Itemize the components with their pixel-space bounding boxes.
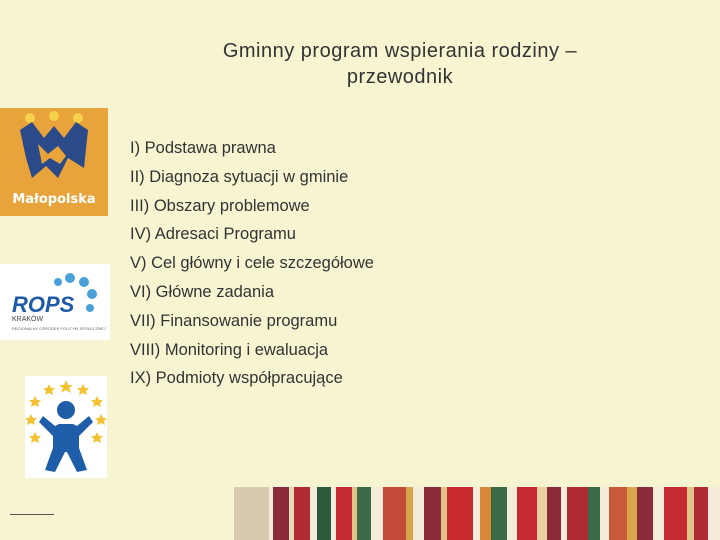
table-of-contents [130, 134, 374, 393]
stripe [383, 487, 406, 540]
stripe [517, 487, 538, 540]
list-item: V) Cel główny i cele szczegółowe [130, 254, 374, 273]
stripe [653, 487, 665, 540]
list-item: VIII) Monitoring i ewaluacja [130, 340, 329, 359]
malopolska-emblem-icon [0, 108, 108, 192]
stripe [447, 487, 472, 540]
stripe [294, 487, 310, 540]
stripe [588, 487, 600, 540]
slide-title [130, 38, 670, 90]
stripe [310, 487, 317, 540]
list-item: II) Diagnoza sytuacji w gminie [130, 167, 349, 186]
child-stars-logo [25, 376, 107, 478]
rops-logo [0, 264, 110, 340]
stripe [491, 487, 507, 540]
list-item: III) Obszary problemowe [130, 196, 310, 215]
rops-subtitle: REGIONALNY OŚRODEK POLITYKI SPOŁECZNEJ [12, 326, 106, 331]
list-item: I) Podstawa prawna [130, 139, 276, 157]
stripe [561, 487, 568, 540]
stripe [600, 487, 609, 540]
child-stars-icon [25, 376, 107, 478]
stripe [406, 487, 413, 540]
stripe [473, 487, 480, 540]
rops-label: ROPS [12, 292, 75, 317]
stripe [637, 487, 653, 540]
stripe [336, 487, 352, 540]
malopolska-logo [0, 108, 108, 216]
decorative-stripes [234, 487, 720, 540]
stripe [627, 487, 636, 540]
stripe [234, 487, 269, 540]
stripe [547, 487, 561, 540]
stripe [480, 487, 492, 540]
stripe [609, 487, 627, 540]
stripe [371, 487, 383, 540]
title-line-1: Gminny program wspierania rodziny – [222, 40, 578, 62]
list-item: IX) Podmioty współpracujące [130, 369, 343, 388]
stripe [441, 487, 448, 540]
stripe [567, 487, 588, 540]
stripe [357, 487, 371, 540]
stripe [317, 487, 331, 540]
stripe [424, 487, 440, 540]
stripe [708, 487, 720, 540]
stripe [694, 487, 708, 540]
rops-city: KRAKÓW [12, 316, 44, 323]
malopolska-label: Małopolska [12, 192, 96, 207]
list-item: VI) Główne zadania [130, 282, 274, 301]
stripe [507, 487, 516, 540]
list-item: VII) Finansowanie programu [130, 311, 338, 330]
stripe [687, 487, 694, 540]
stripe [273, 487, 289, 540]
stripe [537, 487, 546, 540]
stripe [413, 487, 425, 540]
title-line-2: przewodnik [346, 66, 454, 88]
stripe [664, 487, 687, 540]
divider-line [10, 514, 54, 515]
list-item: IV) Adresaci Programu [130, 225, 296, 244]
